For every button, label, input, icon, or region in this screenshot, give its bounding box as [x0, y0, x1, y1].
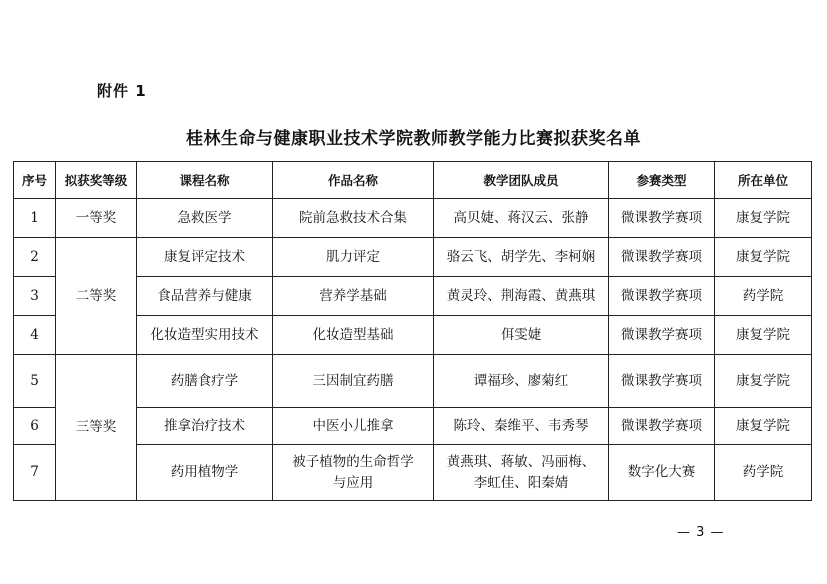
cell-type: 微课教学赛项 [609, 355, 715, 408]
cell-course: 康复评定技术 [137, 238, 273, 277]
cell-type: 微课教学赛项 [609, 199, 715, 238]
cell-course: 推拿治疗技术 [137, 408, 273, 445]
cell-type: 数字化大赛 [609, 445, 715, 501]
cell-award-level: 一等奖 [56, 199, 137, 238]
cell-unit: 康复学院 [715, 408, 812, 445]
cell-no: 4 [14, 316, 56, 355]
header-team: 教学团队成员 [434, 162, 609, 199]
cell-work-line: 被子植物的生命哲学 [292, 453, 414, 470]
cell-award-level: 三等奖 [56, 355, 137, 501]
cell-team: 骆云飞、胡学先、李柯娴 [434, 238, 609, 277]
cell-no: 2 [14, 238, 56, 277]
cell-unit: 康复学院 [715, 199, 812, 238]
cell-work: 化妆造型基础 [273, 316, 434, 355]
cell-course: 药用植物学 [137, 445, 273, 501]
cell-type: 微课教学赛项 [609, 316, 715, 355]
cell-work: 中医小儿推拿 [273, 408, 434, 445]
cell-team: 佴雯婕 [434, 316, 609, 355]
header-no: 序号 [14, 162, 56, 199]
cell-no: 5 [14, 355, 56, 408]
cell-unit: 药学院 [715, 445, 812, 501]
cell-team-line: 李虹佳、阳秦婧 [473, 474, 569, 491]
cell-team [434, 445, 609, 501]
cell-course: 药膳食疗学 [137, 355, 273, 408]
cell-work: 营养学基础 [273, 277, 434, 316]
table-row [14, 238, 812, 277]
attachment-label: 附件 1 [97, 82, 147, 100]
table-row [14, 199, 812, 238]
cell-unit: 药学院 [715, 277, 812, 316]
header-work: 作品名称 [273, 162, 434, 199]
cell-team: 黄灵玲、荆海霞、黄燕琪 [434, 277, 609, 316]
cell-work: 肌力评定 [273, 238, 434, 277]
cell-course: 食品营养与健康 [137, 277, 273, 316]
cell-work [273, 445, 434, 501]
cell-work: 三因制宜药膳 [273, 355, 434, 408]
page-number: — 3 — [677, 525, 725, 540]
cell-team-line: 黄燕琪、蒋敏、冯丽梅、 [446, 453, 596, 470]
header-award-level: 拟获奖等级 [56, 162, 137, 199]
cell-work: 院前急救技术合集 [273, 199, 434, 238]
header-type: 参赛类型 [609, 162, 715, 199]
table-header-row [14, 162, 812, 199]
cell-unit: 康复学院 [715, 238, 812, 277]
cell-no: 6 [14, 408, 56, 445]
cell-unit: 康复学院 [715, 355, 812, 408]
cell-unit: 康复学院 [715, 316, 812, 355]
cell-type: 微课教学赛项 [609, 238, 715, 277]
table-row [14, 355, 812, 408]
cell-type: 微课教学赛项 [609, 408, 715, 445]
document-title: 桂林生命与健康职业技术学院教师教学能力比赛拟获奖名单 [186, 129, 641, 149]
cell-team: 谭福珍、廖菊红 [434, 355, 609, 408]
cell-type: 微课教学赛项 [609, 277, 715, 316]
cell-award-level: 二等奖 [56, 238, 137, 355]
header-unit: 所在单位 [715, 162, 812, 199]
cell-course: 化妆造型实用技术 [137, 316, 273, 355]
cell-no: 3 [14, 277, 56, 316]
award-table [13, 161, 812, 501]
cell-course: 急救医学 [137, 199, 273, 238]
cell-team: 高贝婕、蒋汉云、张静 [434, 199, 609, 238]
cell-work-line: 与应用 [332, 474, 374, 491]
cell-team: 陈玲、秦维平、韦秀琴 [434, 408, 609, 445]
cell-no: 1 [14, 199, 56, 238]
cell-no: 7 [14, 445, 56, 501]
header-course: 课程名称 [137, 162, 273, 199]
